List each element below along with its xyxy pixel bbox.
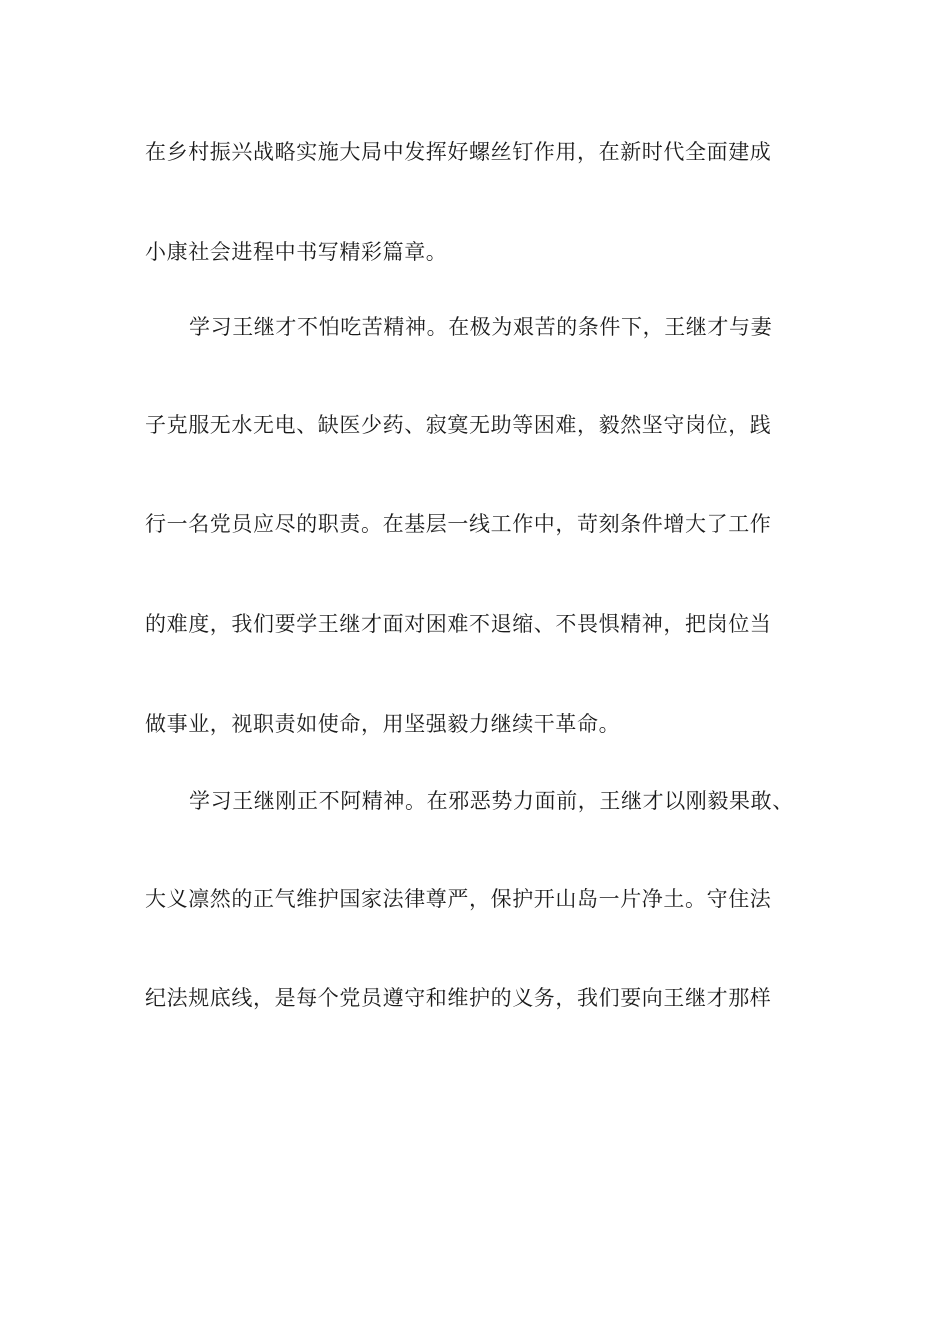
text-line: 在乡村振兴战略实施大局中发挥好螺丝钉作用，在新时代全面建成 — [145, 140, 772, 164]
text-line: 做事业，视职责如使命，用坚强毅力继续干革命。 — [145, 712, 621, 736]
text-line: 行一名党员应尽的职责。在基层一线工作中，苛刻条件增大了工作 — [145, 512, 772, 536]
text-line: 小康社会进程中书写精彩篇章。 — [145, 240, 448, 264]
paragraph-first-line: 学习王继刚正不阿精神。在邪恶势力面前，王继才以刚毅果敢、 — [189, 789, 794, 813]
paragraph-first-line: 学习王继才不怕吃苦精神。在极为艰苦的条件下，王继才与妻 — [189, 315, 773, 339]
text-line: 子克服无水无电、缺医少药、寂寞无助等困难，毅然坚守岗位，践 — [145, 413, 772, 437]
text-line: 纪法规底线，是每个党员遵守和维护的义务，我们要向王继才那样 — [145, 986, 772, 1010]
text-line: 的难度，我们要学王继才面对困难不退缩、不畏惧精神，把岗位当 — [145, 612, 772, 636]
text-line: 大义凛然的正气维护国家法律尊严，保护开山岛一片净土。守住法 — [145, 887, 772, 911]
